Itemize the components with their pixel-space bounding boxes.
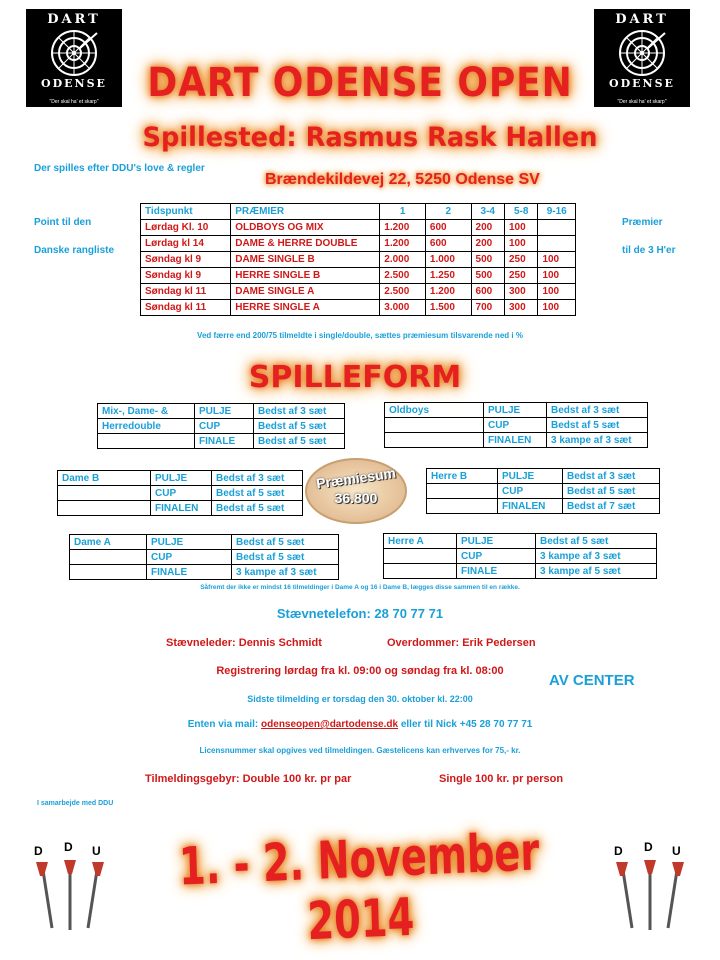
table-row: Herredouble CUP Bedst af 5 sæt <box>98 419 345 434</box>
format-table-dame-b <box>57 470 303 516</box>
table-row: Oldboys PULJE Bedst af 3 sæt <box>385 403 648 418</box>
venue-address: Brændekildevej 22, 5250 Odense SV <box>265 171 540 188</box>
table-row: FINALEN 3 kampe af 3 sæt <box>385 433 648 448</box>
page-title: DART ODENSE OPEN <box>147 60 573 106</box>
event-date: 1. - 2. November 2014 <box>178 822 541 953</box>
table-row: CUP Bedst af 5 sæt <box>70 550 339 565</box>
table-row: CUP Bedst af 5 sæt <box>58 486 303 501</box>
dart-odense-logo-right: DART ODENSE "Der skal ha' et skarp" <box>594 9 690 107</box>
merge-note: Såfremt der ikke er mindst 16 tilmeldinger i Dame A og 16 i Dame B, lægges disse sammen til en række. <box>200 584 520 591</box>
venue-heading: Spillested: Rasmus Rask Hallen <box>142 122 598 153</box>
side-note-left-2: Danske rangliste <box>34 245 115 256</box>
table-row: Tidspunkt PRÆMIER 1 2 3-4 5-8 9-16 <box>141 204 576 220</box>
license-note: Licensnummer skal opgives ved tilmeldingen. Gæstelicens kan erhverves for 75,- kr. <box>199 746 521 755</box>
prize-table <box>140 203 576 316</box>
event-leader: Stævneleder: Dennis Schmidt <box>166 637 322 649</box>
prize-note: Ved færre end 200/75 tilmeldte i single/double, sættes præmiesum tilsvarende ned i % <box>197 331 523 340</box>
table-row: Søndag kl 11 DAME SINGLE A 2.500 1.200 600 300 100 <box>141 284 576 300</box>
event-phone: Stævnetelefon: 28 70 77 71 <box>276 606 444 621</box>
registration-times: Registrering lørdag fra kl. 09:00 og søndag fra kl. 08:00 <box>216 665 504 677</box>
table-row: Dame A PULJE Bedst af 5 sæt <box>70 535 339 550</box>
table-row: FINALEN Bedst af 5 sæt <box>58 501 303 516</box>
format-table-dame-a <box>69 534 339 580</box>
table-row: Søndag kl 9 HERRE SINGLE B 2.500 1.250 500 250 100 <box>141 268 576 284</box>
table-row: Mix-, Dame- & PULJE Bedst af 3 sæt <box>98 404 345 419</box>
table-row: Søndag kl 9 DAME SINGLE B 2.000 1.000 500 250 100 <box>141 252 576 268</box>
table-row: CUP 3 kampe af 3 sæt <box>384 549 657 564</box>
spilleform-heading: SPILLEFORM <box>248 360 462 395</box>
format-table-oldboys <box>384 402 648 448</box>
table-row: Lørdag kl 14 DAME & HERRE DOUBLE 1.200 600 200 100 <box>141 236 576 252</box>
table-row: Herre A PULJE Bedst af 5 sæt <box>384 534 657 549</box>
table-row: FINALE Bedst af 5 sæt <box>98 434 345 449</box>
format-table-herre-b <box>426 468 660 514</box>
sponsor-av-center: AV CENTER <box>549 672 635 689</box>
ddu-darts-right: D D U <box>610 840 690 940</box>
dartboard-icon <box>49 29 99 77</box>
fee-single: Single 100 kr. pr person <box>439 773 564 785</box>
format-table-herre-a <box>383 533 657 579</box>
dartboard-icon <box>617 29 667 77</box>
side-note-right-2: til de 3 H'er <box>622 245 676 256</box>
event-referee: Overdommer: Erik Pedersen <box>387 637 536 649</box>
ddu-darts-left: D D U <box>30 840 110 940</box>
table-row: Søndag kl 11 HERRE SINGLE A 3.000 1.500 700 300 100 <box>141 300 576 316</box>
table-row: FINALE 3 kampe af 5 sæt <box>384 564 657 579</box>
table-row: FINALE 3 kampe af 3 sæt <box>70 565 339 580</box>
signup-line: Enten via mail: odenseopen@dartodense.dk eller til Nick +45 28 70 77 71 <box>187 719 533 730</box>
dart-odense-logo-left: DART ODENSE "Der skal ha' et skarp" <box>26 9 122 107</box>
fee-double: Tilmeldingsgebyr: Double 100 kr. pr par <box>145 773 352 785</box>
side-note-right-1: Præmier <box>622 217 663 228</box>
signup-deadline: Sidste tilmelding er torsdag den 30. oktober kl. 22:00 <box>247 694 473 704</box>
darts-icon <box>30 858 110 940</box>
table-row: FINALEN Bedst af 7 sæt <box>427 499 660 514</box>
table-row: CUP Bedst af 5 sæt <box>427 484 660 499</box>
table-row: Dame B PULJE Bedst af 3 sæt <box>58 471 303 486</box>
darts-icon <box>610 858 690 940</box>
partner-note: I samarbejde med DDU <box>37 800 114 807</box>
rules-note: Der spilles efter DDU's love & regler <box>34 163 205 174</box>
format-table-mix <box>97 403 345 449</box>
table-row: Herre B PULJE Bedst af 3 sæt <box>427 469 660 484</box>
signup-email-link[interactable]: odenseopen@dartodense.dk <box>261 719 399 730</box>
side-note-left-1: Point til den <box>34 217 92 228</box>
table-row: CUP Bedst af 5 sæt <box>385 418 648 433</box>
table-row: Lørdag Kl. 10 OLDBOYS OG MIX 1.200 600 200 100 <box>141 220 576 236</box>
prize-sum-badge: Præmiesum 36.800 <box>305 458 407 524</box>
